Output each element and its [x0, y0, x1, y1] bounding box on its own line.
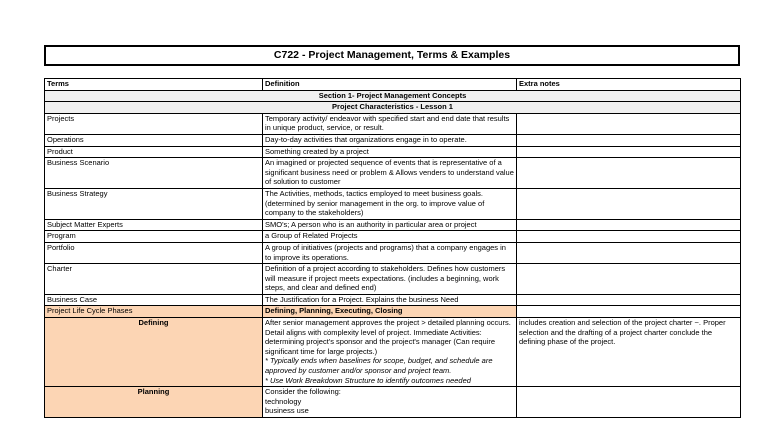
definition-text: After senior management approves the project > detailed planning occurs. Detail aligns with complexity level of project. Immediate Activities: determining project's sponsor and the project's manager (Can require significant time for large projects.) [265, 318, 511, 356]
definition-text: business use [265, 406, 309, 416]
term-cell: Projects [45, 113, 263, 134]
definition-text: SMO's; A person who is an authority in particular area or project [265, 219, 477, 229]
extra-notes-cell [517, 188, 741, 219]
table-row [45, 231, 741, 243]
table-row [45, 242, 741, 263]
term-cell: Operations [45, 134, 263, 146]
column-header-definition: Definition [263, 79, 517, 91]
term-cell: Defining [45, 318, 263, 387]
definition-cell [263, 318, 517, 387]
extra-notes-cell: includes creation and selection of the project charter ~. Proper selection and the drafting of a project charter conclude the defining phase of the project. [517, 318, 741, 387]
term-cell: Project Life Cycle Phases [45, 306, 263, 318]
term-cell: Business Scenario [45, 158, 263, 189]
definition-cell [263, 146, 517, 158]
extra-notes-cell [517, 219, 741, 231]
term-cell: Business Strategy [45, 188, 263, 219]
definition-text: * Typically ends when baselines for scope, budget, and schedule are approved by customer and/or sponsor and project team. [265, 356, 493, 376]
term-cell: Business Case [45, 294, 263, 306]
extra-notes-cell [517, 134, 741, 146]
section-header: Section 1- Project Management Concepts [45, 90, 741, 102]
term-cell: Subject Matter Experts [45, 219, 263, 231]
table-row [45, 387, 741, 418]
table-row [45, 264, 741, 295]
definition-text: An imagined or projected sequence of events that is representative of a significant business need or problem & Allows venders to understand value of solution to customer [265, 158, 514, 187]
extra-notes-cell [517, 264, 741, 295]
table-row [45, 146, 741, 158]
section-header-row [45, 102, 741, 114]
definition-cell [263, 242, 517, 263]
table-row [45, 219, 741, 231]
table-row [45, 113, 741, 134]
table-row [45, 188, 741, 219]
column-header-extra-notes: Extra notes [517, 79, 741, 91]
terms-table [44, 78, 741, 418]
definition-text: Consider the following: [265, 387, 341, 397]
definition-cell [263, 188, 517, 219]
definition-text: Day-to-day activities that organizations engage in to operate. [265, 134, 467, 144]
section-header-row [45, 90, 741, 102]
term-cell: Product [45, 146, 263, 158]
definition-cell [263, 294, 517, 306]
definition-text: The Justification for a Project. Explains the business Need [265, 294, 459, 304]
definition-text: technology [265, 396, 302, 406]
definition-cell [263, 134, 517, 146]
page-title: C722 - Project Management, Terms & Examples [44, 45, 740, 66]
table-row [45, 134, 741, 146]
definition-cell [263, 113, 517, 134]
extra-notes-cell [517, 158, 741, 189]
section-header: Project Characteristics - Lesson 1 [45, 102, 741, 114]
definition-text: A group of initiatives (projects and programs) that a company engages in to improve its operations. [265, 242, 506, 262]
terms-table-body [45, 90, 741, 417]
extra-notes-cell [517, 146, 741, 158]
definition-cell [263, 231, 517, 243]
definition-text: Definition of a project according to stakeholders. Defines how customers will measure if project meets expectations. (includes a beginning, work steps, and clear and defined end) [265, 264, 506, 293]
definition-text: Something created by a project [265, 146, 369, 156]
extra-notes-cell [517, 306, 741, 318]
definition-cell [263, 158, 517, 189]
definition-cell [263, 387, 517, 418]
definition-text: a Group of Related Projects [265, 231, 358, 241]
table-row [45, 294, 741, 306]
extra-notes-cell [517, 294, 741, 306]
column-header-row [45, 79, 741, 91]
extra-notes-cell [517, 387, 741, 418]
table-row [45, 318, 741, 387]
definition-cell [263, 306, 517, 318]
definition-cell [263, 219, 517, 231]
table-row [45, 306, 741, 318]
extra-notes-cell [517, 231, 741, 243]
table-row [45, 158, 741, 189]
column-header-terms: Terms [45, 79, 263, 91]
definition-text: Temporary activity/ endeavor with specified start and end date that results in unique product, service, or result. [265, 113, 510, 133]
definition-text: * Use Work Breakdown Structure to identify outcomes needed [265, 375, 471, 385]
extra-notes-cell [517, 113, 741, 134]
term-cell: Charter [45, 264, 263, 295]
extra-notes-cell [517, 242, 741, 263]
term-cell: Portfolio [45, 242, 263, 263]
term-cell: Program [45, 231, 263, 243]
definition-text: The Activities, methods, tactics employed to meet business goals. (determined by senior management in the org. to improve value of company to the stakeholders) [265, 188, 485, 218]
term-cell: Planning [45, 387, 263, 418]
definition-cell [263, 264, 517, 295]
definition-text: Defining, Planning, Executing, Closing [265, 306, 403, 316]
